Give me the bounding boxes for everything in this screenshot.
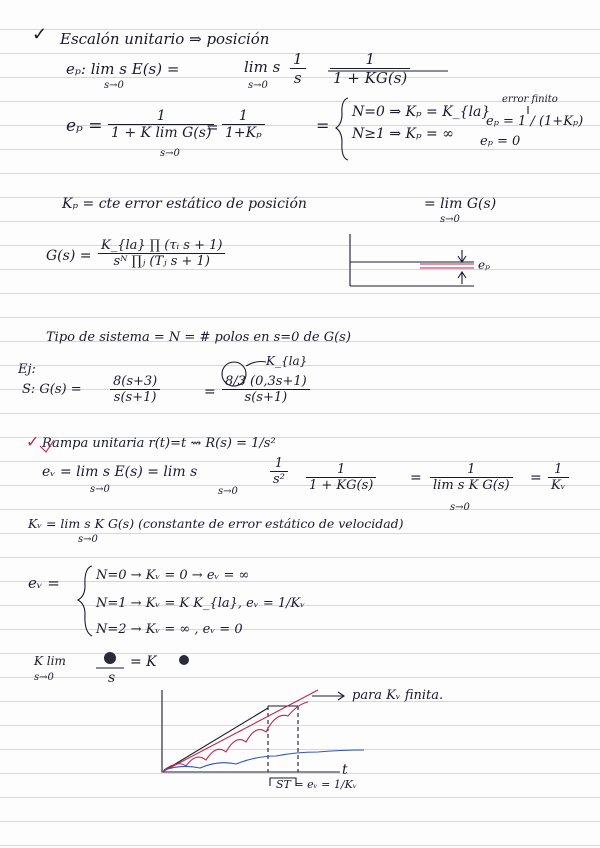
ramp-graph-axes bbox=[162, 690, 340, 772]
kp-limit-sub: s→0 bbox=[440, 214, 460, 225]
brace-ev-cases bbox=[78, 566, 92, 636]
kp-limit: = lim G(s) bbox=[424, 196, 497, 212]
fraction-num: 1 bbox=[270, 456, 288, 472]
ev-case-n0: N=0 → Kᵥ = 0 → eᵥ = ∞ bbox=[96, 568, 250, 583]
ev-cases-lhs: eᵥ = bbox=[28, 574, 60, 592]
equals: = bbox=[410, 470, 422, 486]
fraction-den: sᴺ ∏ⱼ (Tⱼ s + 1) bbox=[113, 254, 210, 269]
fraction-num: 8/3 (0,3s+1) bbox=[222, 374, 310, 390]
case-n0-result: eₚ = 1 / (1+Kₚ) bbox=[486, 114, 584, 129]
k-limit-sub: s→0 bbox=[34, 672, 54, 683]
fraction-den: s bbox=[293, 69, 302, 87]
kp-definition: Kₚ = cte error estático de posición bbox=[62, 196, 307, 212]
tipo-sistema: Tipo de sistema = N = # polos en s=0 de G(s) bbox=[46, 330, 351, 345]
ejemplo-label: Ej: bbox=[18, 362, 36, 377]
gs-lhs: G(s) = bbox=[46, 248, 92, 264]
arrow-para bbox=[312, 692, 344, 700]
k-limit-den: s bbox=[108, 670, 116, 686]
fraction-den: 1+Kₚ bbox=[225, 125, 262, 141]
ev-limit-sub: s→0 bbox=[90, 484, 110, 495]
fraction-den: 1 + KG(s) bbox=[309, 478, 374, 493]
kv-limit-sub: s→0 bbox=[78, 534, 98, 545]
para-kv-finita: para Kᵥ finita. bbox=[352, 688, 444, 703]
case-n1: N≥1 ⇒ Kₚ = ∞ bbox=[352, 126, 454, 142]
ep-limit: eₚ: lim s E(s) = bbox=[66, 60, 180, 78]
ejemplo-equals: = bbox=[204, 384, 216, 400]
check-mark: ✓ bbox=[32, 24, 48, 45]
t-axis-label: t bbox=[342, 762, 348, 778]
fraction-num: 1 bbox=[430, 462, 513, 478]
reference-ramp bbox=[162, 708, 268, 772]
k-limit-eq: = K bbox=[130, 654, 157, 670]
fraction-num: 1 bbox=[290, 50, 306, 69]
case-n0-note: error finito bbox=[502, 94, 558, 105]
fraction-den: Kᵥ bbox=[551, 478, 566, 493]
section-title-escalon: Escalón unitario ⇒ posición bbox=[60, 30, 270, 48]
scribble-icon bbox=[179, 655, 189, 665]
equals: = bbox=[530, 470, 542, 486]
circle-annotation bbox=[222, 362, 246, 386]
fraction-num: 1 bbox=[330, 50, 410, 69]
fraction-den: 1 + K lim G(s) bbox=[111, 125, 212, 141]
ev-frac-3-sub: s→0 bbox=[450, 502, 470, 513]
k-limit: K lim bbox=[34, 654, 66, 668]
brace-ep-cases bbox=[336, 98, 348, 160]
fraction-den: s(s+1) bbox=[244, 390, 288, 405]
equals-cases: = bbox=[316, 116, 330, 135]
fraction-den: s² bbox=[273, 472, 285, 487]
ev-case-n2: N=2 → Kᵥ = ∞ , eᵥ = 0 bbox=[96, 622, 243, 637]
ep-limit-sub2: s→0 bbox=[160, 148, 180, 159]
fraction-num: 1 bbox=[306, 462, 376, 478]
ev-case-n1: N=1 → Kᵥ = K K_{la}, eᵥ = 1/Kᵥ bbox=[96, 596, 306, 611]
ejemplo-g: S: G(s) = bbox=[22, 382, 82, 397]
fraction-den: 1 + KG(s) bbox=[333, 69, 408, 87]
st-label: ST = eᵥ = 1/Kᵥ bbox=[276, 778, 357, 791]
ep-graph-label: eₚ bbox=[478, 258, 490, 272]
output-ramp bbox=[162, 690, 318, 772]
fraction-num: 1 bbox=[222, 108, 265, 125]
fraction-num: 8(s+3) bbox=[110, 374, 160, 390]
check-mark-red: ✓ bbox=[26, 432, 40, 451]
scribble-icon bbox=[104, 652, 116, 664]
fraction-num: 1 bbox=[548, 462, 569, 478]
ep-equals: eₚ = bbox=[66, 116, 103, 136]
equals: = bbox=[206, 118, 219, 136]
ev-limit: eᵥ = lim s E(s) = lim s bbox=[42, 464, 198, 480]
fraction-num: K_{la} ∏ (τᵢ s + 1) bbox=[98, 238, 225, 254]
fraction-num: 1 bbox=[108, 108, 214, 125]
lim-s-sub: s→0 bbox=[248, 80, 268, 91]
ep-limit-sub: s→0 bbox=[104, 80, 124, 91]
case-n0: N=0 ⇒ Kₚ = K_{la} bbox=[352, 104, 491, 120]
fraction-den: s(s+1) bbox=[113, 390, 157, 405]
case-n1-result: eₚ = 0 bbox=[480, 134, 521, 149]
kv-definition: Kᵥ = lim s K G(s) (constante de error estático de velocidad) bbox=[28, 516, 404, 531]
fraction-den: lim s K G(s) bbox=[433, 478, 510, 493]
section-title-rampa: Rampa unitaria r(t)=t ⇝ R(s) = 1/s² bbox=[42, 436, 276, 451]
ev-limit-sub2: s→0 bbox=[218, 486, 238, 497]
kla-annotation: K_{la} bbox=[266, 354, 308, 368]
lim-s: lim s bbox=[244, 58, 281, 76]
